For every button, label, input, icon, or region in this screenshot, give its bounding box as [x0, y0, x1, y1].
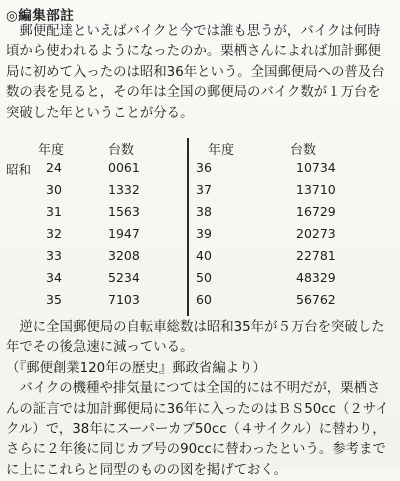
source-citation: （『郵便創業120年の歴史』郵政省編より） — [6, 360, 266, 376]
table-count-cell: 16729 — [296, 204, 336, 219]
intro-paragraph — [6, 22, 398, 124]
paragraph-line: バイクの機種や排気量につては全国的には不明だが，栗栖さ — [6, 381, 381, 397]
table-year-cell: 24 — [46, 160, 62, 175]
table-count-cell: 1332 — [108, 182, 140, 197]
left-year-header: 年度 — [38, 143, 65, 158]
paragraph-line: さらに２年後に同じカブ号の90ccに替わったという。参考まで — [6, 442, 386, 458]
paragraph-line: に上にこれらと同型のものの図を掲げておく。 — [6, 462, 287, 478]
table-count-cell: 20273 — [296, 226, 336, 241]
table-year-cell: 60 — [196, 292, 212, 307]
paragraph-line: 数の表を見ると，その年は全国の郵便局のバイク数が１万台を — [6, 85, 381, 101]
table-year-cell: 31 — [46, 204, 62, 219]
table-count-cell: 3208 — [108, 248, 140, 263]
table-count-cell: 7103 — [108, 292, 140, 307]
paragraph-line: 年でその後急速に減っている。 — [6, 340, 194, 356]
table-count-cell: 22781 — [296, 248, 336, 263]
paragraph-line: 頃から使われるようになったのか。栗栖さんによれば加計郵便 — [6, 44, 381, 60]
paragraph-line: クル）で，38年にスーパーカブ50cc（４サイクル）に替わり， — [6, 421, 386, 437]
table-year-cell: 35 — [46, 292, 62, 307]
table-year-cell: 50 — [196, 270, 212, 285]
motorcycle-count-table — [0, 138, 400, 318]
table-year-cell: 33 — [46, 248, 62, 263]
table-year-cell: 38 — [196, 204, 212, 219]
paragraph-line: んの証言では加計郵便局に36年に入ったのはＢＳ50cc（２サイ — [6, 401, 389, 417]
table-count-cell: 0061 — [108, 160, 140, 175]
era-label: 昭和 — [6, 162, 32, 177]
right-year-header: 年度 — [208, 143, 235, 158]
table-count-cell: 56762 — [296, 292, 336, 307]
table-count-cell: 1563 — [108, 204, 140, 219]
table-year-cell: 37 — [196, 182, 212, 197]
table-count-cell: 10734 — [296, 160, 336, 175]
table-year-cell: 39 — [196, 226, 212, 241]
table-year-cell: 34 — [46, 270, 62, 285]
table-count-cell: 1947 — [108, 226, 140, 241]
paragraph-line: 逆に全国郵便局の自転車総数は昭和35年が５万台を突破した — [6, 320, 385, 335]
table-year-cell: 30 — [46, 182, 62, 197]
table-count-cell: 13710 — [296, 182, 336, 197]
table-count-cell: 5234 — [108, 270, 140, 285]
right-count-header: 台数 — [290, 143, 317, 158]
left-count-header: 台数 — [108, 143, 135, 158]
paragraph-line: 局に初めて入ったのは昭和36年という。全国郵便局への普及台 — [6, 64, 385, 80]
editor-note-heading: ◎編集部註 — [6, 8, 75, 24]
table-year-cell: 40 — [196, 248, 212, 263]
paragraph-line: 郵便配達といえばバイクと今では誰も思うが，バイクは何時 — [6, 24, 381, 39]
table-column-divider — [187, 138, 189, 316]
closing-paragraph — [6, 318, 398, 481]
table-count-cell: 48329 — [296, 270, 336, 285]
paragraph-line: 突破した年ということが分る。 — [6, 105, 194, 121]
table-year-cell: 36 — [196, 160, 212, 175]
table-year-cell: 32 — [46, 226, 62, 241]
